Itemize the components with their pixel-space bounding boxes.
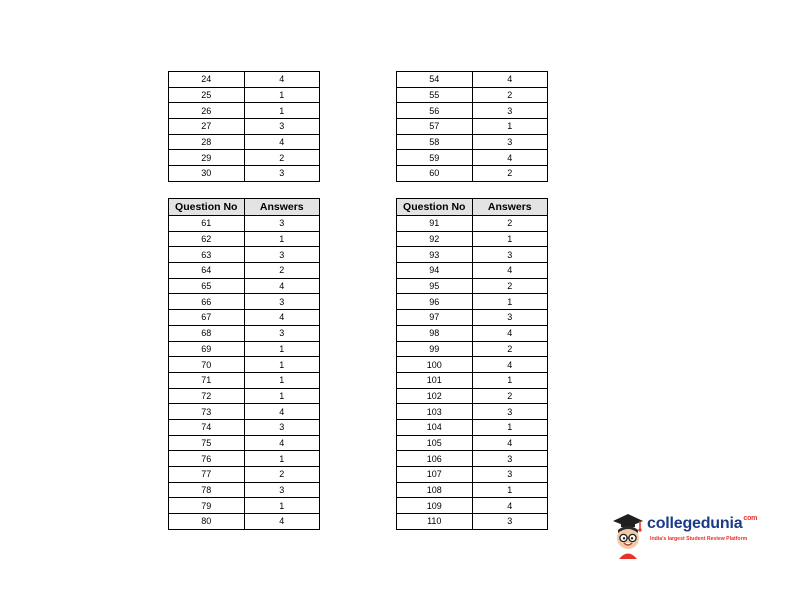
question-number-cell: 94 — [397, 263, 473, 279]
collegedunia-logo — [610, 510, 760, 562]
question-number-cell: 79 — [169, 498, 245, 514]
question-number-cell: 78 — [169, 482, 245, 498]
question-number-cell: 92 — [397, 231, 473, 247]
question-number-cell: 103 — [397, 404, 473, 420]
question-number-cell: 71 — [169, 372, 245, 388]
answer-cell: 3 — [244, 419, 320, 435]
question-number-cell: 97 — [397, 310, 473, 326]
question-number-cell: 68 — [169, 325, 245, 341]
table-row — [397, 231, 548, 247]
table-row — [169, 166, 320, 182]
answer-cell: 2 — [244, 263, 320, 279]
table-row — [397, 435, 548, 451]
table-row — [169, 451, 320, 467]
table-row — [169, 310, 320, 326]
table-header-row — [169, 199, 320, 216]
answer-cell: 1 — [244, 451, 320, 467]
question-number-cell: 100 — [397, 357, 473, 373]
table-row — [169, 419, 320, 435]
table-row — [169, 435, 320, 451]
question-no-header: Question No — [169, 199, 245, 216]
table-row — [169, 482, 320, 498]
answer-cell: 4 — [472, 357, 548, 373]
answer-cell: 3 — [244, 325, 320, 341]
question-number-cell: 25 — [169, 87, 245, 103]
table-row — [397, 357, 548, 373]
question-number-cell: 27 — [169, 119, 245, 135]
table-row — [397, 404, 548, 420]
question-number-cell: 106 — [397, 451, 473, 467]
question-number-cell: 65 — [169, 278, 245, 294]
answer-cell: 2 — [472, 87, 548, 103]
table-row — [397, 278, 548, 294]
answers-header: Answers — [472, 199, 548, 216]
question-number-cell: 74 — [169, 419, 245, 435]
answer-cell: 4 — [244, 72, 320, 88]
student-mascot-icon — [610, 512, 646, 560]
question-number-cell: 109 — [397, 498, 473, 514]
question-number-cell: 76 — [169, 451, 245, 467]
question-number-cell: 99 — [397, 341, 473, 357]
table-row — [169, 467, 320, 483]
question-number-cell: 60 — [397, 166, 473, 182]
question-number-cell: 61 — [169, 216, 245, 232]
question-number-cell: 66 — [169, 294, 245, 310]
table-row — [169, 278, 320, 294]
table-row — [397, 388, 548, 404]
question-number-cell: 54 — [397, 72, 473, 88]
table-row — [397, 150, 548, 166]
table-row — [397, 514, 548, 530]
answer-cell: 3 — [244, 166, 320, 182]
answer-cell: 3 — [244, 294, 320, 310]
question-number-cell: 64 — [169, 263, 245, 279]
question-number-cell: 104 — [397, 419, 473, 435]
question-number-cell: 101 — [397, 372, 473, 388]
answer-cell: 2 — [244, 150, 320, 166]
table-row — [397, 498, 548, 514]
table-row — [397, 451, 548, 467]
table-row — [397, 467, 548, 483]
question-number-cell: 28 — [169, 134, 245, 150]
table-row — [169, 404, 320, 420]
question-number-cell: 95 — [397, 278, 473, 294]
answer-cell: 4 — [244, 134, 320, 150]
answer-key-table-2 — [396, 71, 548, 182]
table-row — [169, 134, 320, 150]
question-number-cell: 75 — [169, 435, 245, 451]
question-number-cell: 63 — [169, 247, 245, 263]
answer-cell: 1 — [244, 87, 320, 103]
brand-name — [647, 515, 757, 533]
answer-cell: 4 — [244, 310, 320, 326]
answer-key-table-3 — [168, 198, 320, 530]
answer-cell: 3 — [472, 467, 548, 483]
table-row — [397, 325, 548, 341]
answer-cell: 3 — [472, 103, 548, 119]
question-number-cell: 72 — [169, 388, 245, 404]
table-row — [397, 294, 548, 310]
table-row — [397, 341, 548, 357]
table-row — [169, 216, 320, 232]
table-header-row — [397, 199, 548, 216]
table-row — [397, 87, 548, 103]
answer-key-table-1 — [168, 71, 320, 182]
question-number-cell: 102 — [397, 388, 473, 404]
answer-cell: 3 — [244, 216, 320, 232]
table-row — [169, 263, 320, 279]
table-row — [397, 103, 548, 119]
question-number-cell: 62 — [169, 231, 245, 247]
answer-cell: 2 — [244, 467, 320, 483]
answer-cell: 1 — [244, 103, 320, 119]
question-number-cell: 29 — [169, 150, 245, 166]
answer-cell: 4 — [472, 498, 548, 514]
table-row — [169, 514, 320, 530]
answer-cell: 3 — [472, 247, 548, 263]
answer-cell: 3 — [244, 247, 320, 263]
question-number-cell: 93 — [397, 247, 473, 263]
brand-text: collegedunia — [647, 515, 743, 532]
table-row — [397, 134, 548, 150]
answer-cell: 3 — [472, 310, 548, 326]
answer-cell: 1 — [244, 388, 320, 404]
answer-cell: 1 — [472, 294, 548, 310]
table-row — [169, 72, 320, 88]
answer-cell: 3 — [244, 119, 320, 135]
table-row — [169, 388, 320, 404]
answer-cell: 1 — [472, 231, 548, 247]
table-row — [397, 372, 548, 388]
answer-cell: 4 — [244, 435, 320, 451]
answer-cell: 2 — [472, 388, 548, 404]
question-number-cell: 73 — [169, 404, 245, 420]
answer-cell: 1 — [472, 372, 548, 388]
answer-cell: 4 — [472, 435, 548, 451]
question-number-cell: 24 — [169, 72, 245, 88]
question-number-cell: 80 — [169, 514, 245, 530]
question-no-header: Question No — [397, 199, 473, 216]
answer-cell: 1 — [244, 231, 320, 247]
answer-cell: 3 — [472, 404, 548, 420]
table-row — [169, 103, 320, 119]
question-number-cell: 96 — [397, 294, 473, 310]
answer-cell: 1 — [472, 419, 548, 435]
answer-cell: 1 — [472, 119, 548, 135]
table-row — [169, 247, 320, 263]
table-row — [397, 72, 548, 88]
answer-cell: 3 — [472, 514, 548, 530]
table-row — [397, 419, 548, 435]
table-row — [397, 247, 548, 263]
table-row — [397, 166, 548, 182]
question-number-cell: 98 — [397, 325, 473, 341]
table-row — [169, 150, 320, 166]
table-row — [169, 357, 320, 373]
answer-cell: 1 — [472, 482, 548, 498]
question-number-cell: 77 — [169, 467, 245, 483]
question-number-cell: 30 — [169, 166, 245, 182]
table-row — [169, 231, 320, 247]
question-number-cell: 59 — [397, 150, 473, 166]
answer-cell: 4 — [472, 150, 548, 166]
table-row — [397, 263, 548, 279]
question-number-cell: 56 — [397, 103, 473, 119]
question-number-cell: 67 — [169, 310, 245, 326]
answer-key-table-4 — [396, 198, 548, 530]
question-number-cell: 108 — [397, 482, 473, 498]
brand-suffix: com — [743, 515, 758, 522]
answer-cell: 2 — [472, 341, 548, 357]
question-number-cell: 70 — [169, 357, 245, 373]
answer-cell: 4 — [244, 404, 320, 420]
question-number-cell: 69 — [169, 341, 245, 357]
table-row — [169, 498, 320, 514]
answer-cell: 1 — [244, 341, 320, 357]
table-row — [169, 341, 320, 357]
table-row — [169, 87, 320, 103]
table-row — [169, 119, 320, 135]
question-number-cell: 57 — [397, 119, 473, 135]
table-row — [397, 216, 548, 232]
answer-cell: 4 — [472, 263, 548, 279]
table-row — [169, 294, 320, 310]
question-number-cell: 91 — [397, 216, 473, 232]
table-row — [397, 482, 548, 498]
table-row — [397, 310, 548, 326]
question-number-cell: 58 — [397, 134, 473, 150]
answer-cell: 1 — [244, 357, 320, 373]
table-row — [169, 372, 320, 388]
question-number-cell: 55 — [397, 87, 473, 103]
answer-cell: 4 — [244, 278, 320, 294]
answer-cell: 3 — [472, 451, 548, 467]
answer-cell: 1 — [244, 498, 320, 514]
answers-header: Answers — [244, 199, 320, 216]
brand-tagline: India's largest Student Review Platform — [650, 536, 748, 542]
answer-cell: 4 — [472, 325, 548, 341]
question-number-cell: 110 — [397, 514, 473, 530]
question-number-cell: 26 — [169, 103, 245, 119]
answer-cell: 4 — [472, 72, 548, 88]
answer-cell: 2 — [472, 166, 548, 182]
question-number-cell: 107 — [397, 467, 473, 483]
answer-cell: 3 — [472, 134, 548, 150]
answer-cell: 4 — [244, 514, 320, 530]
answer-cell: 3 — [244, 482, 320, 498]
table-row — [169, 325, 320, 341]
question-number-cell: 105 — [397, 435, 473, 451]
answer-cell: 2 — [472, 216, 548, 232]
answer-cell: 2 — [472, 278, 548, 294]
answer-cell: 1 — [244, 372, 320, 388]
table-row — [397, 119, 548, 135]
